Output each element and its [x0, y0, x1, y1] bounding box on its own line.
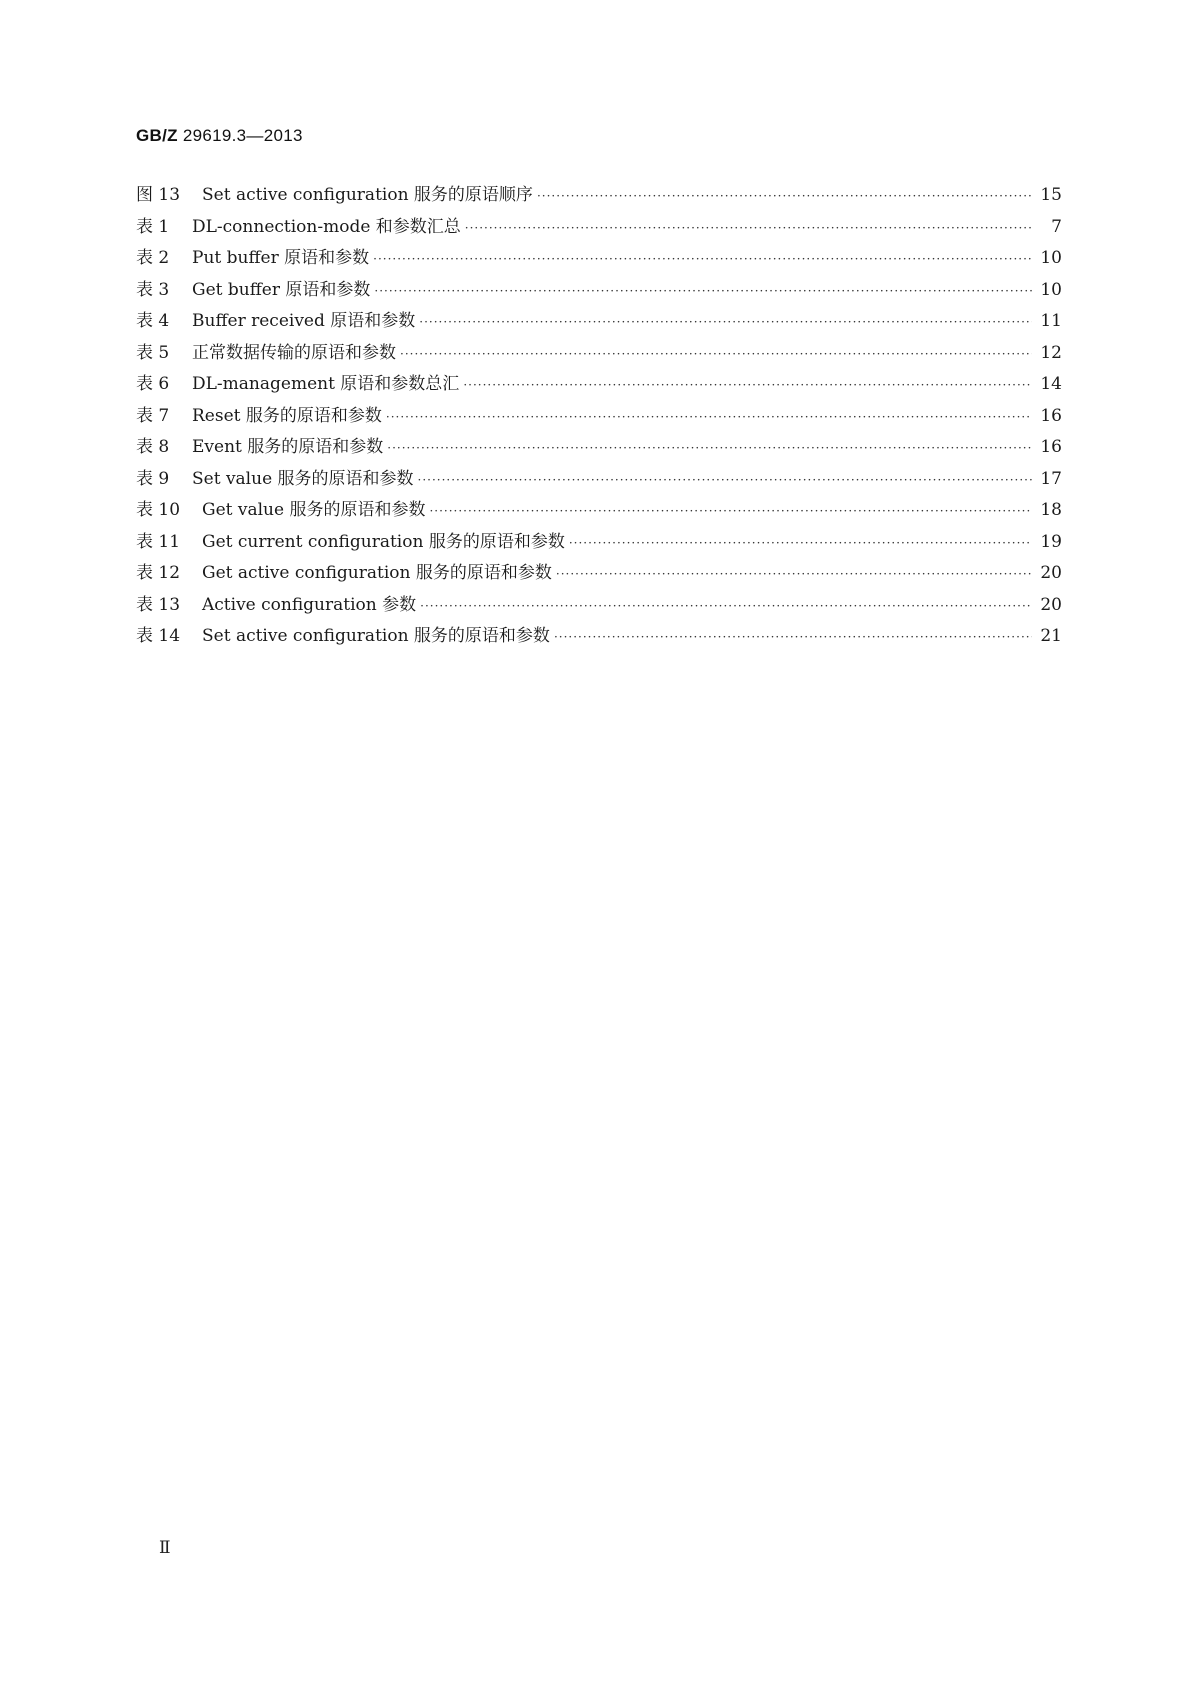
toc-entry-label: 表 12 [136, 563, 181, 583]
toc-entry[interactable] [136, 621, 1062, 653]
toc-entry-title: DL-connection-mode 和参数汇总 [192, 216, 461, 237]
toc-entry-label: 表 10 [136, 500, 181, 520]
toc-entry-title: Buffer received 原语和参数 [192, 311, 416, 331]
toc-entry-page: 14 [1040, 374, 1062, 394]
toc-leader-dots [400, 339, 1032, 371]
toc-entry[interactable] [136, 495, 1062, 527]
page-number: Ⅱ [159, 1538, 171, 1558]
toc-leader-dots [537, 181, 1032, 213]
toc-leader-dots [429, 496, 1032, 528]
toc-entry-page: 12 [1040, 342, 1062, 363]
toc-entry[interactable] [136, 527, 1062, 559]
toc-entry-page: 18 [1040, 500, 1062, 520]
standard-prefix: GB/Z [136, 126, 178, 145]
toc-entry-label: 表 13 [136, 594, 181, 615]
toc-entry-title: Event 服务的原语和参数 [192, 437, 384, 457]
toc-entry-label: 表 8 [136, 437, 170, 457]
toc-leader-dots [387, 433, 1032, 465]
toc-entry-page: 16 [1040, 405, 1062, 426]
toc-entry-title: Set active configuration 服务的原语顺序 [202, 185, 533, 205]
toc-entry-label: 图 13 [136, 185, 181, 205]
toc-entry-page: 19 [1040, 531, 1062, 552]
toc-entry-page: 20 [1040, 563, 1062, 583]
toc-leader-dots [556, 559, 1032, 591]
toc-leader-dots [465, 213, 1032, 245]
toc-leader-dots [373, 244, 1032, 276]
toc-leader-dots [419, 307, 1032, 339]
toc-leader-dots [420, 591, 1032, 623]
toc-entry[interactable] [136, 369, 1062, 401]
toc-leader-dots [418, 465, 1032, 497]
toc-entry[interactable] [136, 338, 1062, 370]
toc-entry-label: 表 7 [136, 405, 170, 426]
toc-entry-label: 表 4 [136, 311, 170, 331]
toc-leader-dots [569, 528, 1032, 560]
toc-entry-title: Get value 服务的原语和参数 [202, 500, 426, 520]
toc-entry[interactable] [136, 180, 1062, 212]
toc-entry[interactable] [136, 464, 1062, 496]
toc-entry-page: 11 [1040, 311, 1062, 331]
toc-entry-label: 表 6 [136, 374, 170, 394]
toc-entry[interactable] [136, 558, 1062, 590]
toc-entry[interactable] [136, 401, 1062, 433]
toc-entry-title: Get buffer 原语和参数 [192, 279, 371, 300]
toc-entry-page: 20 [1040, 594, 1062, 615]
toc-leader-dots [374, 276, 1032, 308]
toc-entry-page: 10 [1040, 248, 1062, 268]
toc-entry-title: Put buffer 原语和参数 [192, 248, 370, 268]
toc-entry-label: 表 2 [136, 248, 170, 268]
toc-entry-page: 17 [1040, 468, 1062, 489]
toc-entry-label: 表 9 [136, 468, 170, 489]
toc-entry[interactable] [136, 306, 1062, 338]
toc-entry-title: Reset 服务的原语和参数 [192, 405, 382, 426]
toc-entry-page: 16 [1040, 437, 1062, 457]
toc-entry-title: Active configuration 参数 [202, 594, 417, 615]
toc-entry-label: 表 3 [136, 279, 170, 300]
toc-entry-label: 表 5 [136, 342, 170, 363]
toc-entry-page: 7 [1051, 216, 1062, 237]
toc-entry-label: 表 14 [136, 626, 181, 646]
toc-entry-label: 表 1 [136, 216, 170, 237]
standard-code: 29619.3—2013 [182, 126, 303, 145]
toc-entry-page: 21 [1040, 626, 1062, 646]
table-of-contents [136, 180, 1062, 653]
toc-entry[interactable] [136, 212, 1062, 244]
toc-entry-page: 10 [1040, 279, 1062, 300]
toc-entry[interactable] [136, 432, 1062, 464]
toc-entry-title: 正常数据传输的原语和参数 [192, 342, 396, 363]
toc-entry[interactable] [136, 590, 1062, 622]
toc-leader-dots [386, 402, 1032, 434]
toc-entry-title: DL-management 原语和参数总汇 [192, 374, 460, 394]
toc-leader-dots [554, 622, 1032, 654]
toc-leader-dots [463, 370, 1032, 402]
standard-number [136, 126, 303, 146]
toc-entry[interactable] [136, 275, 1062, 307]
toc-entry-title: Get active configuration 服务的原语和参数 [202, 563, 552, 583]
toc-entry-title: Set value 服务的原语和参数 [192, 468, 414, 489]
toc-entry-title: Get current configuration 服务的原语和参数 [202, 531, 565, 552]
toc-entry-title: Set active configuration 服务的原语和参数 [202, 626, 550, 646]
toc-entry[interactable] [136, 243, 1062, 275]
toc-entry-label: 表 11 [136, 531, 181, 552]
toc-entry-page: 15 [1040, 185, 1062, 205]
